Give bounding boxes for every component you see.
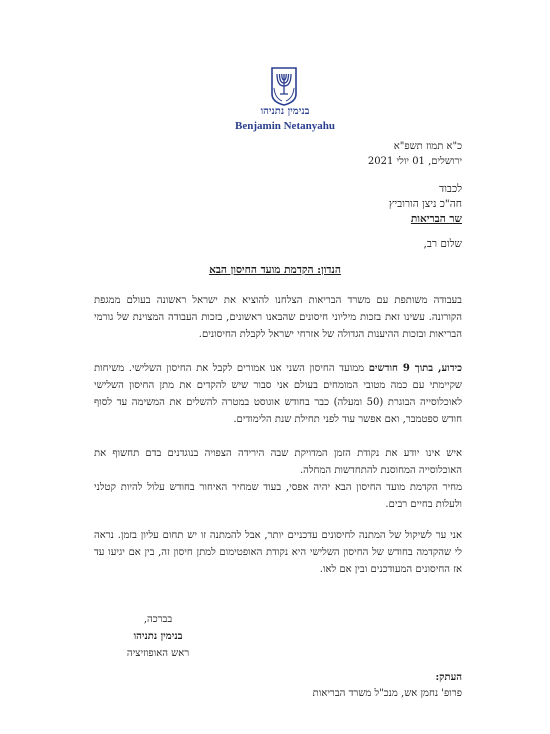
paragraph-3-line-a: איש אינו יודע את נקודת הזמן המדויקת שבה הירידה הצפויה בנוגדנים בדם תחשוף את האוכלוסייה המחוסנת להתחדשות המחלה. [94, 448, 462, 476]
signature-closing: בברכה, [143, 614, 173, 625]
body-paragraph-2 [94, 360, 462, 428]
recipient-honorific: לכבוד [439, 183, 462, 195]
recipient-title: שר הבריאות [410, 213, 462, 225]
greeting: שלום רב, [423, 238, 462, 250]
recipient-name: חה"כ ניצן הורוביץ [388, 198, 462, 210]
paragraph-2-emphasis: כידוע, בתוך 9 חודשים [368, 363, 463, 374]
cc-label: העתק: [435, 672, 462, 683]
location-date: ירושלים, 01 יולי 2021 [367, 156, 462, 167]
paragraph-2-text: ממועד החיסון השני אנו אמורים לקבל את החיסון השלישי. משיחות שקיימתי עם כמה מטובי המומחים בעולם אני סבור שיש להקדים את מתן החיסון השלישי לאוכלוסייה הבוגרת (50 ומעלה) כבר בחודש אוגוסט במטרה להשלים את המשימה עד לסוף חודש ספטמבר, ואם אפשר עוד לפני תחילת שנת הלימודים. [94, 363, 462, 425]
menorah-emblem-icon [268, 66, 300, 106]
signature-title: ראש האופוזיציה [126, 648, 190, 659]
hebrew-date: כ"א תמוז תשפ"א [393, 141, 462, 152]
subject-line: הנדון: הקדמת מועד החיסון הבא [209, 264, 341, 276]
letterhead-name-hebrew: בנימין נתניהו [260, 106, 310, 117]
cc-entry: פרופ' נחמן אש, מנכ"ל משרד הבריאות [312, 688, 462, 699]
paragraph-3-line-b: מחיר הקדמת מועד החיסון הבא יהיה אפסי, בעוד שמחיר האיחור בחודש עלול להיות קטלני ולעלות בחיים רבים. [94, 482, 462, 510]
body-paragraph-3 [94, 445, 462, 513]
signature-name: בנימין נתניהו [133, 631, 183, 642]
body-paragraph-1: בעבודה משותפת עם משרד הבריאות הצלחנו להוציא את ישראל ראשונה בעולם ממגפת הקורונה. עשינו זאת בזכות מיליוני חיסונים שהבאנו ראשונים, בזכות העבודה המצוינת של גורמי הבריאות ובזכות ההיענות הגדולה של אזרחי ישראל לקבלת החיסונים. [94, 295, 462, 340]
body-paragraph-4: אני ער לשיקול של המתנה לחיסונים עדכניים יותר, אבל להמתנה זו יש תחום עליון בזמן. נראה לי שהקדמה בחודש של החיסון השלישי היא נקודת האופטימום למתן חיסון זה, בין אם יגיעו עד אז החיסונים המעודכנים ובין אם לאו. [94, 530, 462, 575]
letterhead-name-english: Benjamin Netanyahu [235, 120, 335, 132]
